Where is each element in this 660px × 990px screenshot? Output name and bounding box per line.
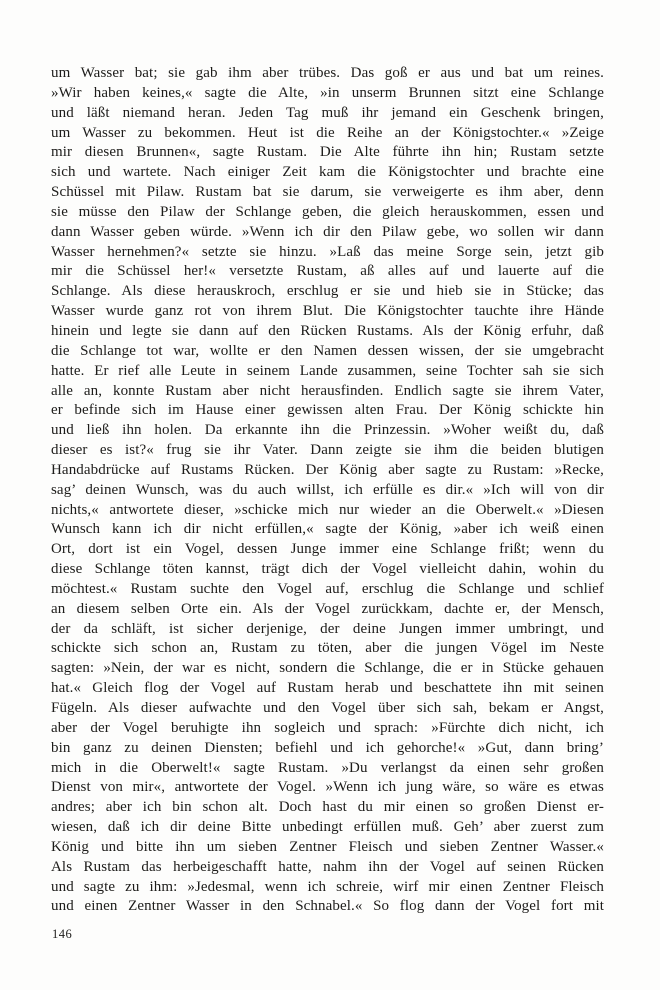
text-line: nichts,« antwortete dieser, »schicke mich nur wieder an die Oberwelt.« »Diesen bbox=[51, 501, 604, 518]
text-block bbox=[51, 64, 604, 917]
text-line: und sagte zu ihm: »Jedesmal, wenn ich schreie, wirf mir einen Zentner Fleisch bbox=[51, 878, 604, 895]
text-line: bin ganz zu deinen Diensten; befiehl und ich gehorche!« »Gut, dann bring’ bbox=[51, 739, 604, 756]
text-line: Handabdrücke auf Rustams Rücken. Der König aber sagte zu Rustam: »Recke, bbox=[51, 461, 604, 478]
text-line: alle an, konnte Rustam aber nicht herausfinden. Endlich sagte sie ihrem Vater, bbox=[51, 382, 604, 399]
text-line: Wasser hernehmen?« setzte sie hinzu. »Laß das meine Sorge sein, jetzt gib bbox=[51, 243, 604, 260]
text-line: »Wir haben keines,« sagte die Alte, »in unserm Brunnen sitzt eine Schlange bbox=[51, 84, 604, 101]
text-line: hat.« Gleich flog der Vogel auf Rustam herab und beschattete ihn mit seinen bbox=[51, 680, 604, 697]
text-line: um Wasser bat; sie gab ihm aber trübes. Das goß er aus und bat um reines. bbox=[51, 65, 604, 81]
text-line: Dienst von mir«, antwortete der Vogel. »Wenn ich jung wäre, so wäre es etwas bbox=[51, 779, 604, 796]
text-line: aber der Vogel beruhigte ihn sogleich und sprach: »Fürchte dich nicht, ich bbox=[51, 719, 604, 736]
page-number: 146 bbox=[52, 927, 73, 941]
text-line: andres; aber ich bin schon alt. Doch hast du mir einen so großen Dienst er- bbox=[51, 799, 604, 816]
text-line: mir diesen Brunnen«, sagte Rustam. Die Alte führte ihn hin; Rustam setzte bbox=[51, 144, 604, 161]
text-line: schickte sich schon an, Rustam zu töten, aber die jungen Vögel im Neste bbox=[51, 640, 604, 657]
text-line: mich in die Oberwelt!« sagte Rustam. »Du verlangst da einen sehr großen bbox=[51, 759, 604, 776]
text-line: sich und wartete. Nach einiger Zeit kam die Königstochter und brachte eine bbox=[51, 164, 604, 181]
text-line: sag’ deinen Wunsch, was du auch willst, ich erfülle es dir.« »Ich will von dir bbox=[51, 481, 604, 498]
text-line: und läßt niemand heran. Jeden Tag muß ihr jemand ein Geschenk bringen, bbox=[51, 104, 604, 121]
text-line: mir die Schüssel her!« versetzte Rustam, aß alles auf und lauerte auf die bbox=[51, 263, 604, 280]
text-line: Wasser wurde ganz rot von ihrem Blut. Die Königstochter tauchte ihre Hände bbox=[51, 303, 604, 320]
text-line: er befinde sich im Hause einer gewissen alten Frau. Der König schickte hin bbox=[51, 402, 604, 419]
text-line: Wunsch kann ich dir nicht erfüllen,« sagte der König, »aber ich weiß einen bbox=[51, 521, 604, 538]
text-line: Ort, dort ist ein Vogel, dessen Junge immer eine Schlange frißt; wenn du bbox=[51, 541, 604, 558]
text-line: um Wasser zu bekommen. Heut ist die Reihe an der Königstochter.« »Zeige bbox=[51, 124, 604, 141]
text-line: an diesem selben Orte ein. Als der Vogel zurückkam, dachte er, der Mensch, bbox=[51, 600, 604, 617]
text-line: hatte. Er rief alle Leute in seinem Lande zusammen, seine Tochter sah sie sich bbox=[51, 362, 604, 379]
text-line: sie müsse den Pilaw der Schlange geben, die gleich herauskommen, essen und bbox=[51, 203, 604, 220]
text-line: diese Schlange töten kannst, trägt dich der Vogel vielleicht dahin, wohin du bbox=[51, 561, 604, 578]
text-line: Schüssel mit Pilaw. Rustam bat sie darum, sie verweigerte es ihm aber, denn bbox=[51, 184, 604, 201]
text-line: dieser es ist?« frug sie ihr Vater. Dann zeigte sie ihm die beiden blutigen bbox=[51, 442, 604, 459]
text-line: dann Wasser geben würde. »Wenn ich dir den Pilaw gebe, wo sollen wir dann bbox=[51, 223, 604, 240]
text-line: möchtest.« Rustam suchte den Vogel auf, erschlug die Schlange und schlief bbox=[51, 580, 604, 597]
text-line: sagten: »Nein, der war es nicht, sondern die Schlange, die er in Stücke gehauen bbox=[51, 660, 604, 677]
text-line: der da schläft, ist sicher derjenige, der deine Jungen immer umbringt, und bbox=[51, 620, 604, 637]
text-line: hinein und legte sie dann auf den Rücken Rustams. Als der König erfuhr, daß bbox=[51, 322, 604, 339]
text-line: Als Rustam das herbeigeschafft hatte, nahm ihn der Vogel auf seinen Rücken bbox=[51, 858, 604, 875]
text-line: und ließ ihn holen. Da erkannte ihn die Prinzessin. »Woher weißt du, daß bbox=[51, 422, 604, 439]
text-line: wiesen, daß ich dir deine Bitte unbedingt erfüllen muß. Geh’ aber zuerst zum bbox=[51, 819, 604, 836]
text-line: Schlange. Als diese herauskroch, erschlug er sie und hieb sie in Stücke; das bbox=[51, 283, 604, 300]
text-line: und einen Zentner Wasser in den Schnabel.« So flog dann der Vogel fort mit bbox=[51, 898, 604, 915]
text-line: König und bitte ihn um sieben Zentner Fleisch und sieben Zentner Wasser.« bbox=[51, 838, 604, 855]
text-line: Fügeln. Als dieser aufwachte und den Vogel über sich sah, bekam er Angst, bbox=[51, 700, 604, 716]
text-line: die Schlange tot war, wollte er den Namen dessen wissen, der sie umgebracht bbox=[51, 342, 604, 359]
